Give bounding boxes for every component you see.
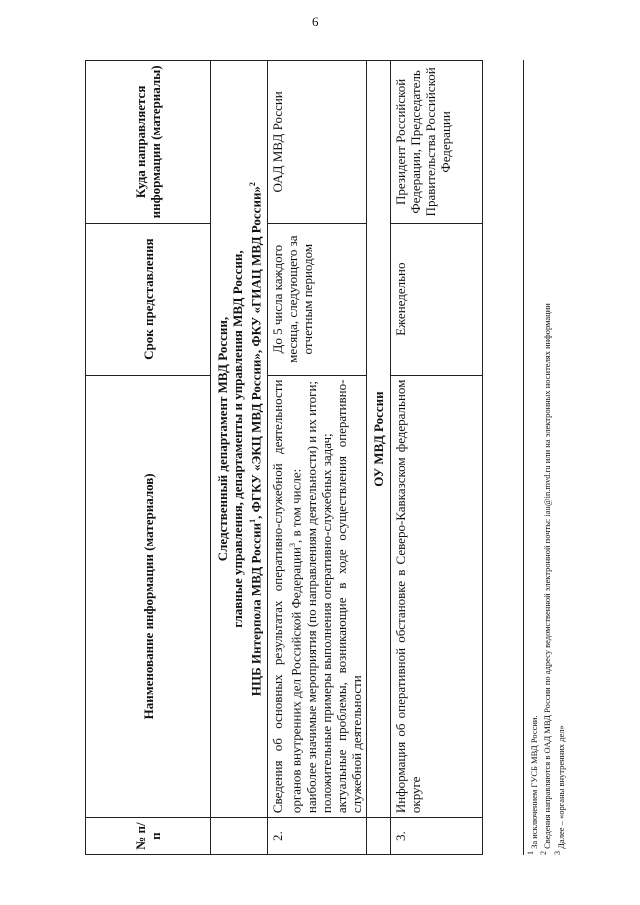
table-row	[390, 61, 482, 855]
row-destination: Президент Российской Федерации, Председатель Правительства Российской Федерации	[390, 61, 482, 224]
footnote-mark: 3	[552, 851, 562, 855]
section-row-departments	[211, 61, 268, 855]
row-text-c: наиболее значимые мероприятия (по направлениям деятельности) и их итоги;	[303, 380, 319, 814]
table-row	[268, 61, 366, 855]
section-empty-cell	[211, 818, 268, 855]
row-number: 3.	[390, 818, 482, 855]
footnote-ref-2: 2	[248, 182, 257, 187]
row-destination: ОАД МВД России	[268, 61, 366, 224]
row-description: Информация об оперативной обстановке в Северо-Кавказском федеральном округе	[390, 375, 482, 818]
footnote-ref-1: 1	[248, 518, 257, 523]
footnote-1	[526, 60, 539, 855]
section-heading-departments	[211, 61, 268, 818]
row-number: 2.	[268, 818, 366, 855]
header-name: Наименование информации (материалов)	[86, 375, 211, 818]
footnote-text: Далее – «органы внутренних дел»	[555, 725, 566, 849]
info-table	[85, 60, 483, 855]
header-destination: Куда направляется информации (материалы)	[86, 61, 211, 224]
section-line-3	[245, 67, 263, 811]
footnotes	[523, 60, 566, 855]
section-row-ou	[366, 61, 390, 855]
section-empty-cell	[366, 818, 390, 855]
section-line-3a: НЦБ Интерпола МВД России	[248, 522, 264, 697]
section-heading-ou: ОУ МВД России	[366, 61, 390, 818]
row-term: До 5 числа каждого месяца, следующего за отчетным периодом	[268, 223, 366, 375]
row-description	[268, 375, 366, 818]
section-line-2: главные управления, департаменты и управления МВД России,	[230, 250, 245, 628]
section-line-1: Следственный департамент МВД России,	[215, 316, 230, 562]
table-header-row	[86, 61, 211, 855]
footnote-mark: 1	[526, 851, 535, 855]
row-text-d: положительные примеры выполнения оперативно-служебных задач;	[318, 433, 334, 814]
section-line-3b: , ФГКУ «ЭКЦ МВД России», ФКУ «ГИАЦ МВД России»	[248, 186, 264, 519]
footnote-3	[553, 60, 566, 855]
page-number: 6	[312, 14, 319, 29]
footnote-text: Сведения направляются в ОАД МВД России по адресу ведомственной электронной почты: iau@in.mvd.ru или на электронных носителях информации	[542, 303, 553, 849]
row-text-b: , в том числе:	[288, 468, 304, 544]
rotated-document-body	[85, 60, 566, 855]
footnote-text: За исключением ГУСБ МВД России.	[528, 715, 539, 849]
row-text-a: Сведения об основных результатах оперативно-служебной деятельности органов внутренних дел Российской Федерации	[270, 379, 304, 814]
footnote-mark: 2	[539, 851, 549, 855]
header-term: Срок представления	[86, 223, 211, 375]
footnote-ref-3: 3	[288, 543, 298, 548]
row-term: Еженедельно	[390, 223, 482, 375]
row-text-e: актуальные проблемы, возникающие в ходе осуществления оперативно-служебной деятельности	[333, 379, 364, 814]
footnote-2	[539, 60, 552, 855]
header-number: № п/п	[86, 818, 211, 855]
